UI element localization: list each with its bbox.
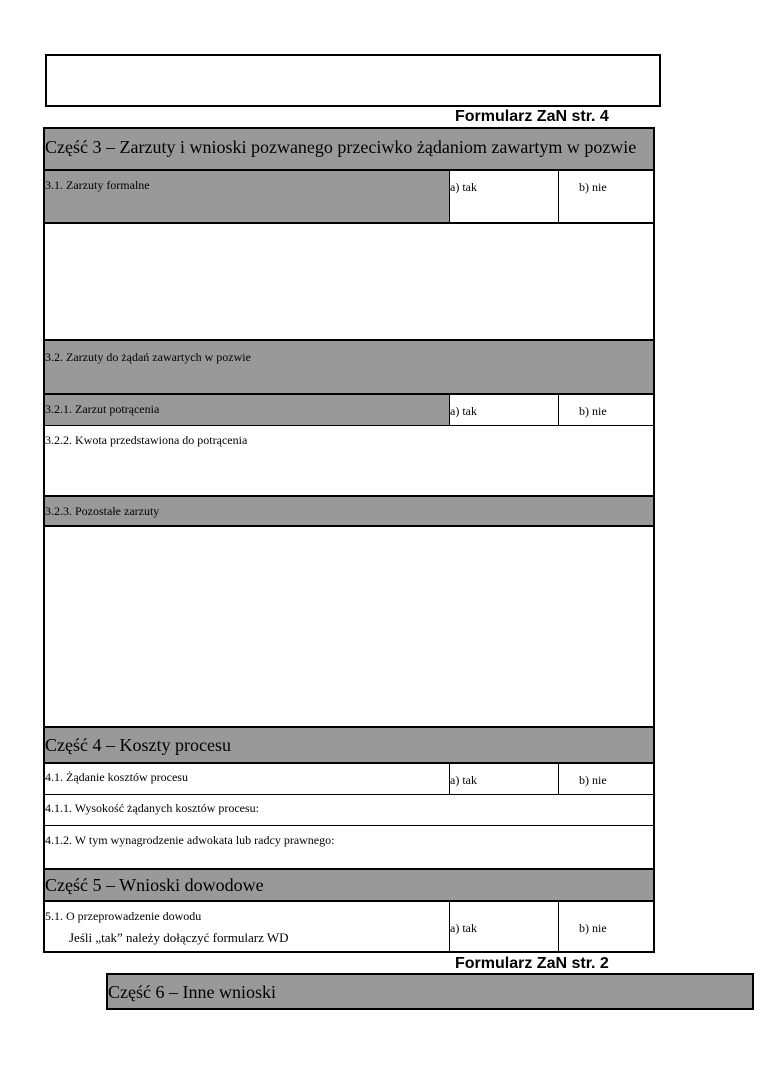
evidence-label-cell	[45, 902, 449, 951]
part4-title: Część 4 – Koszty procesu	[45, 735, 231, 755]
evidence-yes: a) tak	[450, 921, 477, 935]
formal-objections-yes-cell[interactable]	[450, 171, 558, 223]
page-footer-header: Formularz ZaN str. 2	[455, 955, 609, 972]
other-objections-label: 3.2.3. Pozostałe zarzuty	[45, 504, 160, 518]
costs-request-no-cell[interactable]	[559, 764, 653, 794]
costs-request-yes: a) tak	[450, 773, 477, 787]
evidence-note: Jeśli „tak” należy dołączyć formularz WD	[69, 930, 289, 945]
part3-title: Część 3 – Zarzuty i wnioski pozwanego przeciwko żądaniom zawartym w pozwie	[45, 137, 637, 157]
other-objections-text-area[interactable]	[45, 527, 653, 726]
costs-request-label-cell	[45, 764, 449, 794]
claims-objections-label: 3.2. Zarzuty do żądań zawartych w pozwie	[45, 350, 251, 364]
setoff-amount-cell[interactable]	[45, 426, 653, 496]
attorney-fee-label: 4.1.2. W tym wynagrodzenie adwokata lub radcy prawnego:	[45, 833, 335, 847]
setoff-yes: a) tak	[450, 404, 477, 418]
costs-request-label: 4.1. Żądanie kosztów procesu	[45, 770, 188, 784]
evidence-yes-cell[interactable]	[450, 902, 558, 951]
formal-objections-no-cell[interactable]	[559, 171, 653, 223]
costs-amount-label: 4.1.1. Wysokość żądanych kosztów procesu:	[45, 801, 260, 815]
top-blank-box	[45, 54, 661, 107]
part5-title: Część 5 – Wnioski dowodowe	[45, 875, 264, 895]
evidence-no-cell[interactable]	[559, 902, 653, 951]
part6-title-row	[106, 973, 754, 1010]
costs-request-no: b) nie	[579, 773, 607, 787]
setoff-label: 3.2.1. Zarzut potrącenia	[45, 402, 160, 416]
page-header: Formularz ZaN str. 4	[455, 108, 609, 125]
formal-objections-no: b) nie	[579, 180, 607, 194]
formal-objections-label-cell	[45, 171, 449, 223]
setoff-amount-label: 3.2.2. Kwota przedstawiona do potrącenia	[45, 433, 248, 447]
part3-title-row	[45, 129, 653, 169]
claims-objections-row	[45, 341, 653, 393]
formal-objections-text-area[interactable]	[45, 224, 653, 339]
costs-amount-cell[interactable]	[45, 795, 653, 825]
evidence-no: b) nie	[579, 921, 607, 935]
other-objections-row	[45, 497, 653, 525]
evidence-label: 5.1. O przeprowadzenie dowodu	[45, 909, 202, 923]
attorney-fee-cell[interactable]	[45, 826, 653, 868]
part6-title: Część 6 – Inne wnioski	[108, 982, 276, 1002]
setoff-no: b) nie	[579, 404, 607, 418]
costs-request-yes-cell[interactable]	[450, 764, 558, 794]
main-form-table	[43, 127, 655, 953]
formal-objections-yes: a) tak	[450, 180, 477, 194]
setoff-yes-cell[interactable]	[450, 395, 558, 425]
part4-title-row	[45, 728, 653, 762]
formal-objections-label: 3.1. Zarzuty formalne	[45, 178, 150, 192]
part5-title-row	[45, 870, 653, 900]
setoff-label-cell	[45, 395, 449, 425]
setoff-no-cell[interactable]	[559, 395, 653, 425]
